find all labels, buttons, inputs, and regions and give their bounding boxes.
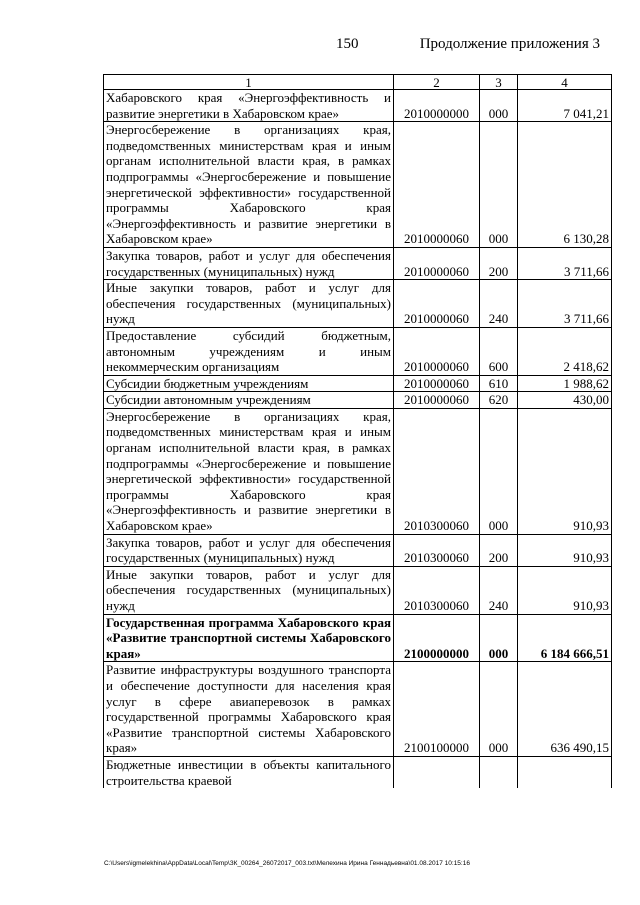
row-expense-type-cell: 000: [480, 122, 518, 248]
row-name-cell: Субсидии автономным учреждениям: [104, 392, 394, 409]
row-expense-type-cell: 000: [480, 90, 518, 122]
row-amount-cell: 3 711,66: [518, 280, 612, 328]
row-target-article-cell: 2010000060: [394, 327, 480, 375]
row-target-article-cell: 2010000060: [394, 280, 480, 328]
table-row: [104, 280, 612, 328]
column-header-4: 4: [518, 75, 612, 90]
column-header-1: 1: [104, 75, 394, 90]
table-row: [104, 247, 612, 279]
row-amount-cell: 6 130,28: [518, 122, 612, 248]
row-amount-cell: 430,00: [518, 392, 612, 409]
row-name-cell: Хабаровского края «Энергоэффективность и развитие энергетики в Хабаровском крае»: [104, 90, 394, 122]
row-name-cell: Иные закупки товаров, работ и услуг для обеспечения государственных (муниципальных) нужд: [104, 566, 394, 614]
row-target-article-cell: 2100000000: [394, 614, 480, 662]
column-header-3: 3: [480, 75, 518, 90]
table-row: [104, 375, 612, 392]
row-amount-cell: 7 041,21: [518, 90, 612, 122]
row-expense-type-cell: 610: [480, 375, 518, 392]
table-row: [104, 662, 612, 757]
row-name-cell: Предоставление субсидий бюджетным, автономным учреждениям и иным некоммерческим организациям: [104, 327, 394, 375]
row-expense-type-cell: 200: [480, 534, 518, 566]
row-name-cell: Энергосбережение в организациях края, подведомственных министерствам края и иным органам исполнительной власти края, в рамках подпрограммы «Энергосбережение и повышение энергетической эффективности» государственной программы Хабаровского края «Энергоэффективность и развитие энергетики в Хабаровском крае»: [104, 408, 394, 534]
row-target-article-cell: 2010000060: [394, 375, 480, 392]
row-expense-type-cell: 240: [480, 280, 518, 328]
row-target-article-cell: [394, 756, 480, 788]
row-target-article-cell: 2100100000: [394, 662, 480, 757]
row-expense-type-cell: 200: [480, 247, 518, 279]
row-name-cell: Государственная программа Хабаровского края «Развитие транспортной системы Хабаровского края»: [104, 614, 394, 662]
row-expense-type-cell: 620: [480, 392, 518, 409]
row-name-cell: Закупка товаров, работ и услуг для обеспечения государственных (муниципальных) нужд: [104, 247, 394, 279]
continuation-heading: Продолжение приложения 3: [419, 36, 600, 52]
row-amount-cell: 3 711,66: [518, 247, 612, 279]
column-header-2: 2: [394, 75, 480, 90]
table-row: [104, 534, 612, 566]
row-amount-cell: 1 988,62: [518, 375, 612, 392]
row-target-article-cell: 2010000060: [394, 392, 480, 409]
table-row: [104, 90, 612, 122]
table-row: [104, 566, 612, 614]
row-expense-type-cell: 000: [480, 408, 518, 534]
table-row: [104, 122, 612, 248]
table-row: [104, 392, 612, 409]
row-amount-cell: 2 418,62: [518, 327, 612, 375]
row-target-article-cell: 2010300060: [394, 408, 480, 534]
budget-table: [103, 74, 612, 788]
row-target-article-cell: 2010000000: [394, 90, 480, 122]
row-name-cell: Закупка товаров, работ и услуг для обеспечения государственных (муниципальных) нужд: [104, 534, 394, 566]
row-amount-cell: [518, 756, 612, 788]
row-target-article-cell: 2010000060: [394, 247, 480, 279]
row-amount-cell: 6 184 666,51: [518, 614, 612, 662]
table-row: [104, 408, 612, 534]
row-expense-type-cell: 600: [480, 327, 518, 375]
table-header-row: [104, 75, 612, 90]
row-name-cell: Развитие инфраструктуры воздушного транспорта и обеспечение доступности для населения края услуг в сфере авиаперевозок в рамках государственной программы Хабаровского края «Развитие транспортной системы Хабаровского края»: [104, 662, 394, 757]
row-amount-cell: 910,93: [518, 534, 612, 566]
table-row: [104, 756, 612, 788]
row-name-cell: Бюджетные инвестиции в объекты капитального строительства краевой: [104, 756, 394, 788]
row-target-article-cell: 2010300060: [394, 534, 480, 566]
table-row: [104, 327, 612, 375]
file-path-footer: C:\Users\igmelekhina\AppData\Local\Temp\ЗК_00264_26072017_003.txt\Мелехина Ирина Геннадьевна\01.08.2017 10:15:16: [104, 860, 470, 867]
row-name-cell: Энергосбережение в организациях края, подведомственных министерствам края и иным органам исполнительной власти края, в рамках подпрограммы «Энергосбережение и повышение энергетической эффективности» государственной программы Хабаровского края «Энергоэффективность и развитие энергетики в Хабаровском крае»: [104, 122, 394, 248]
row-name-cell: Иные закупки товаров, работ и услуг для обеспечения государственных (муниципальных) нужд: [104, 280, 394, 328]
row-expense-type-cell: [480, 756, 518, 788]
row-target-article-cell: 2010000060: [394, 122, 480, 248]
row-name-cell: Субсидии бюджетным учреждениям: [104, 375, 394, 392]
row-expense-type-cell: 000: [480, 614, 518, 662]
row-expense-type-cell: 000: [480, 662, 518, 757]
row-expense-type-cell: 240: [480, 566, 518, 614]
table-row: [104, 614, 612, 662]
row-target-article-cell: 2010300060: [394, 566, 480, 614]
table-body: [104, 90, 612, 789]
page-number: 150: [336, 36, 359, 52]
row-amount-cell: 910,93: [518, 566, 612, 614]
row-amount-cell: 636 490,15: [518, 662, 612, 757]
row-amount-cell: 910,93: [518, 408, 612, 534]
